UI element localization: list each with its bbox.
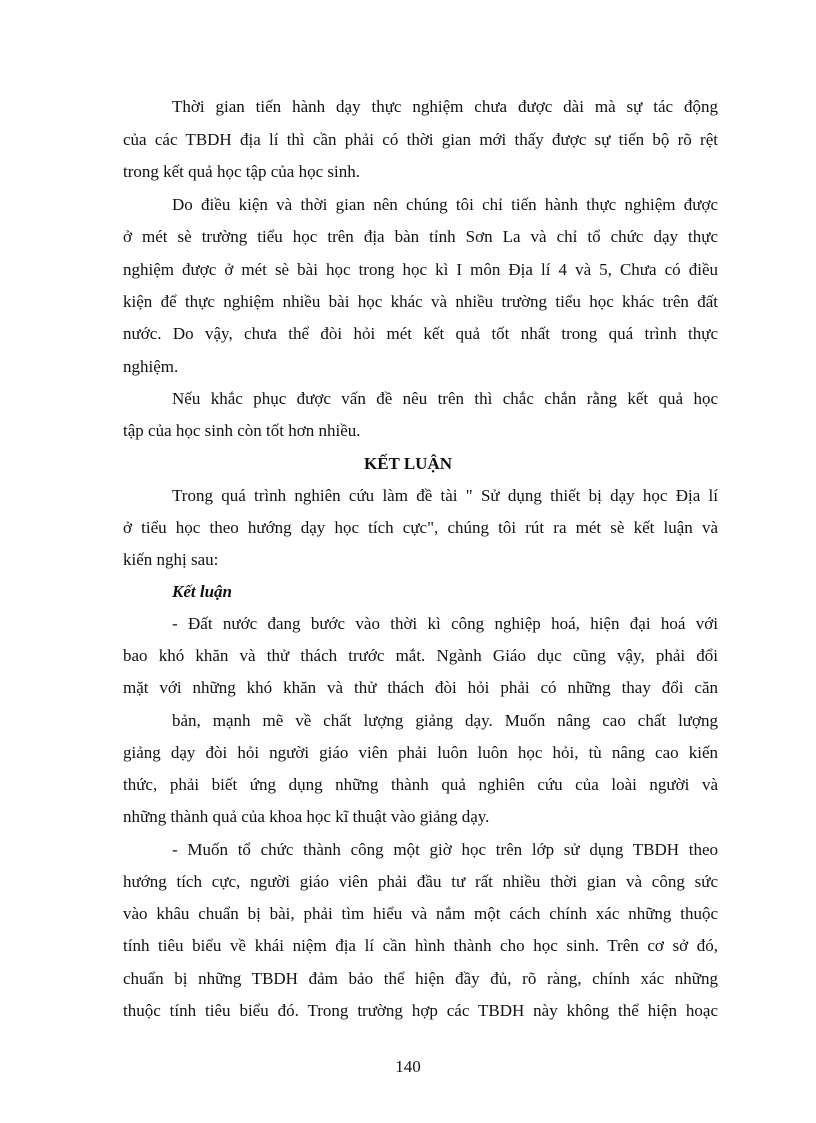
text-line: những thành quả của khoa học kĩ thuật vào giảng dạy. [123, 807, 490, 826]
text-line: nghiệm được ở mét sè bài học trong học kì I môn Địa lí 4 và 5, Chưa có điều [123, 260, 718, 279]
text-line: Trong quá trình nghiên cứu làm đề tài " Sử dụng thiết bị dạy học Địa lí [172, 486, 718, 505]
text-line: thức, phải biết ứng dụng những thành quả nghiên cứu của loài người và [123, 775, 718, 794]
text-line: nước. Do vậy, chưa thể đòi hỏi mét kết quả tốt nhất trong quá trình thực [123, 324, 718, 343]
text-line: Do điều kiện và thời gian nên chúng tôi chỉ tiến hành thực nghiệm được [172, 195, 718, 214]
text-line: thuộc tính tiêu biểu đó. Trong trường hợp các TBDH này không thể hiện hoạc [123, 1001, 718, 1020]
text-line: trong kết quả học tập của học sinh. [123, 162, 360, 181]
text-line: - Đất nước đang bước vào thời kì công nghiệp hoá, hiện đại hoá với [172, 614, 718, 633]
text-line: - Muốn tổ chức thành công một giờ học trên lớp sử dụng TBDH theo [172, 840, 718, 859]
text-line: chuẩn bị những TBDH đảm bảo thể hiện đầy đủ, rõ ràng, chính xác những [123, 969, 718, 988]
text-line: nghiệm. [123, 357, 179, 376]
page-number: 140 [395, 1057, 421, 1076]
text-line: ở tiểu học theo hướng dạy học tích cực", chúng tôi rút ra mét sè kết luận và [123, 518, 718, 537]
text-line: mặt với những khó khăn và thử thách đòi hỏi phải có những thay đổi căn [123, 678, 718, 697]
text-line: của các TBDH địa lí thì cần phải có thời gian mới thấy được sự tiến bộ rõ rệt [123, 130, 718, 149]
text-line: vào khâu chuẩn bị bài, phải tìm hiểu và nắm một cách chính xác những thuộc [123, 904, 718, 923]
section-heading: KẾT LUẬN [363, 454, 452, 473]
text-line: Thời gian tiến hành dạy thực nghiệm chưa được dài mà sự tác động [172, 97, 718, 116]
text-line: hướng tích cực, người giáo viên phải đầu tư rất nhiều thời gian và công sức [123, 872, 718, 891]
text-line: tập của học sinh còn tốt hơn nhiều. [123, 421, 361, 440]
text-line: tính tiêu biểu về khái niệm địa lí cần hình thành cho học sinh. Trên cơ sở đó, [123, 936, 718, 955]
text-line: kiến nghị sau: [123, 550, 219, 569]
text-line: Nếu khắc phục được vấn đề nêu trên thì chắc chắn rằng kết quả học [172, 389, 718, 408]
text-line: ở mét sè trường tiểu học trên địa bàn tỉnh Sơn La và chỉ tổ chức dạy thực [123, 227, 718, 246]
text-line: bản, mạnh mẽ về chất lượng giảng dạy. Muốn nâng cao chất lượng [172, 711, 718, 730]
text-line: kiện để thực nghiệm nhiều bài học khác và nhiều trường tiểu học khác trên đất [123, 292, 718, 311]
text-line: bao khó khăn và thử thách trước mắt. Ngành Giáo dục cũng vậy, phải đổi [123, 646, 718, 665]
text-line: giảng dạy đòi hỏi người giáo viên phải luôn luôn học hỏi, tù nâng cao kiến [123, 743, 718, 762]
subsection-heading: Kết luận [172, 582, 232, 601]
